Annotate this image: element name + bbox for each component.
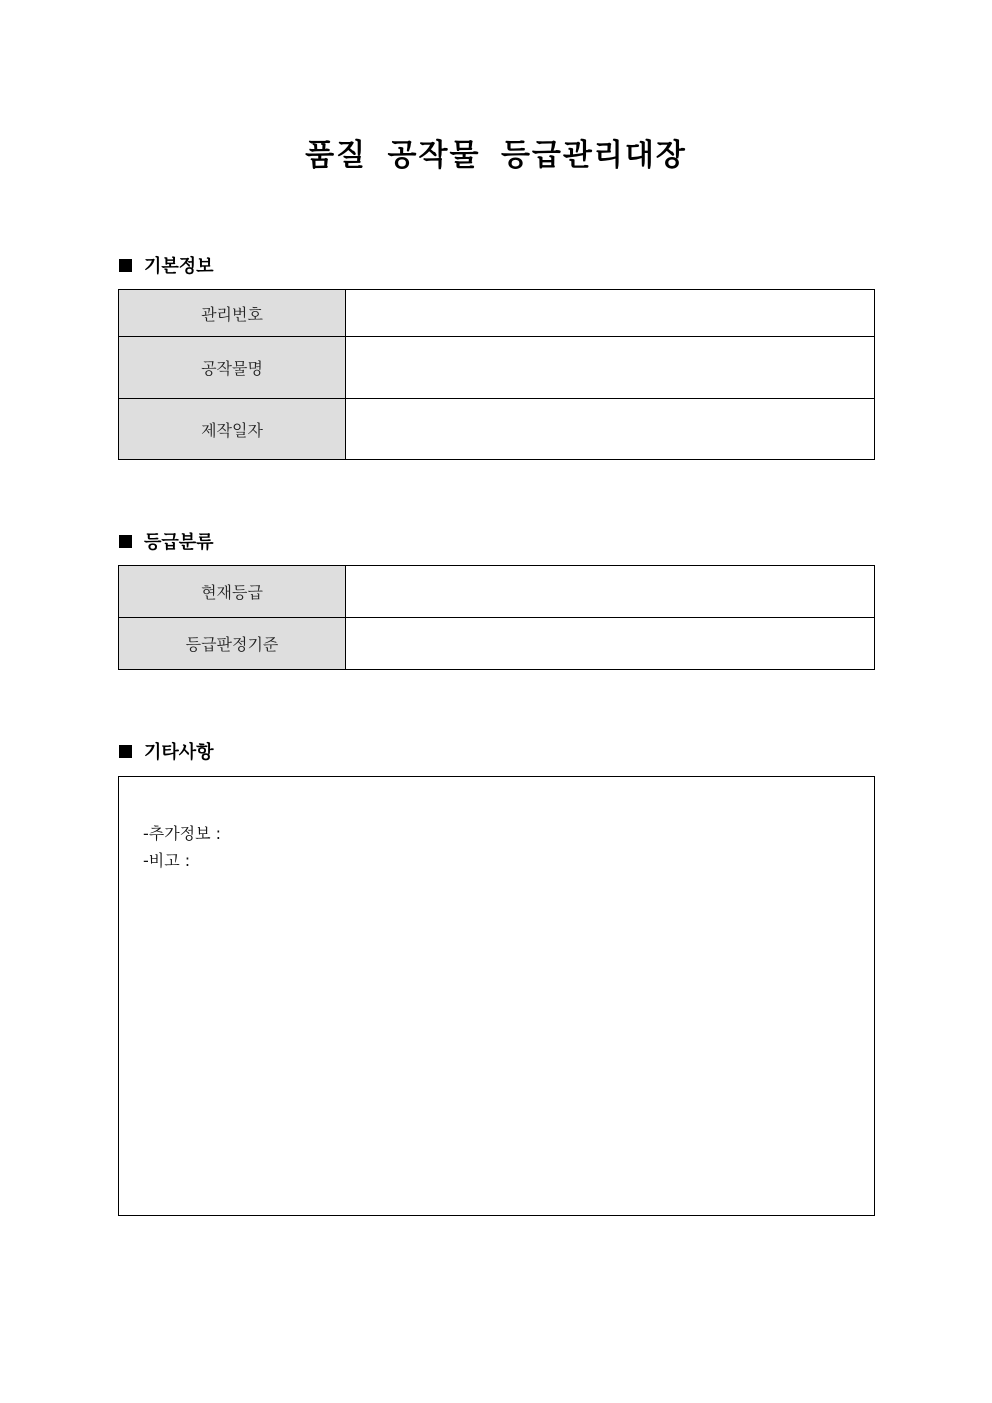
square-bullet-icon: [119, 535, 132, 548]
table-row: [119, 290, 875, 337]
label-workpiece-name: 공작물명: [119, 337, 346, 399]
label-management-number: 관리번호: [119, 290, 346, 337]
field-workpiece-name[interactable]: [346, 337, 875, 399]
section-heading-label: 기타사항: [144, 742, 214, 763]
square-bullet-icon: [119, 259, 132, 272]
section-heading-grade: [119, 529, 214, 553]
field-production-date[interactable]: [346, 399, 875, 460]
document-title: 품질 공작물 등급관리대장: [305, 138, 687, 173]
label-grade-criteria: 등급판정기준: [119, 618, 346, 670]
label-production-date: 제작일자: [119, 399, 346, 460]
grade-table: [118, 565, 875, 670]
field-grade-criteria[interactable]: [346, 618, 875, 670]
notes-box[interactable]: [118, 776, 875, 1216]
square-bullet-icon: [119, 745, 132, 758]
label-current-grade: 현재등급: [119, 566, 346, 618]
field-management-number[interactable]: [346, 290, 875, 337]
section-heading-label: 등급분류: [144, 532, 214, 553]
basic-info-table: [118, 289, 875, 460]
table-row: [119, 399, 875, 460]
table-row: [119, 618, 875, 670]
notes-additional-info: -추가정보 :: [143, 824, 222, 843]
field-current-grade[interactable]: [346, 566, 875, 618]
table-row: [119, 337, 875, 399]
table-row: [119, 566, 875, 618]
notes-remarks: -비고 :: [143, 851, 191, 870]
section-heading-basic-info: [119, 253, 214, 277]
section-heading-other: [119, 739, 214, 763]
section-heading-label: 기본정보: [144, 256, 214, 277]
